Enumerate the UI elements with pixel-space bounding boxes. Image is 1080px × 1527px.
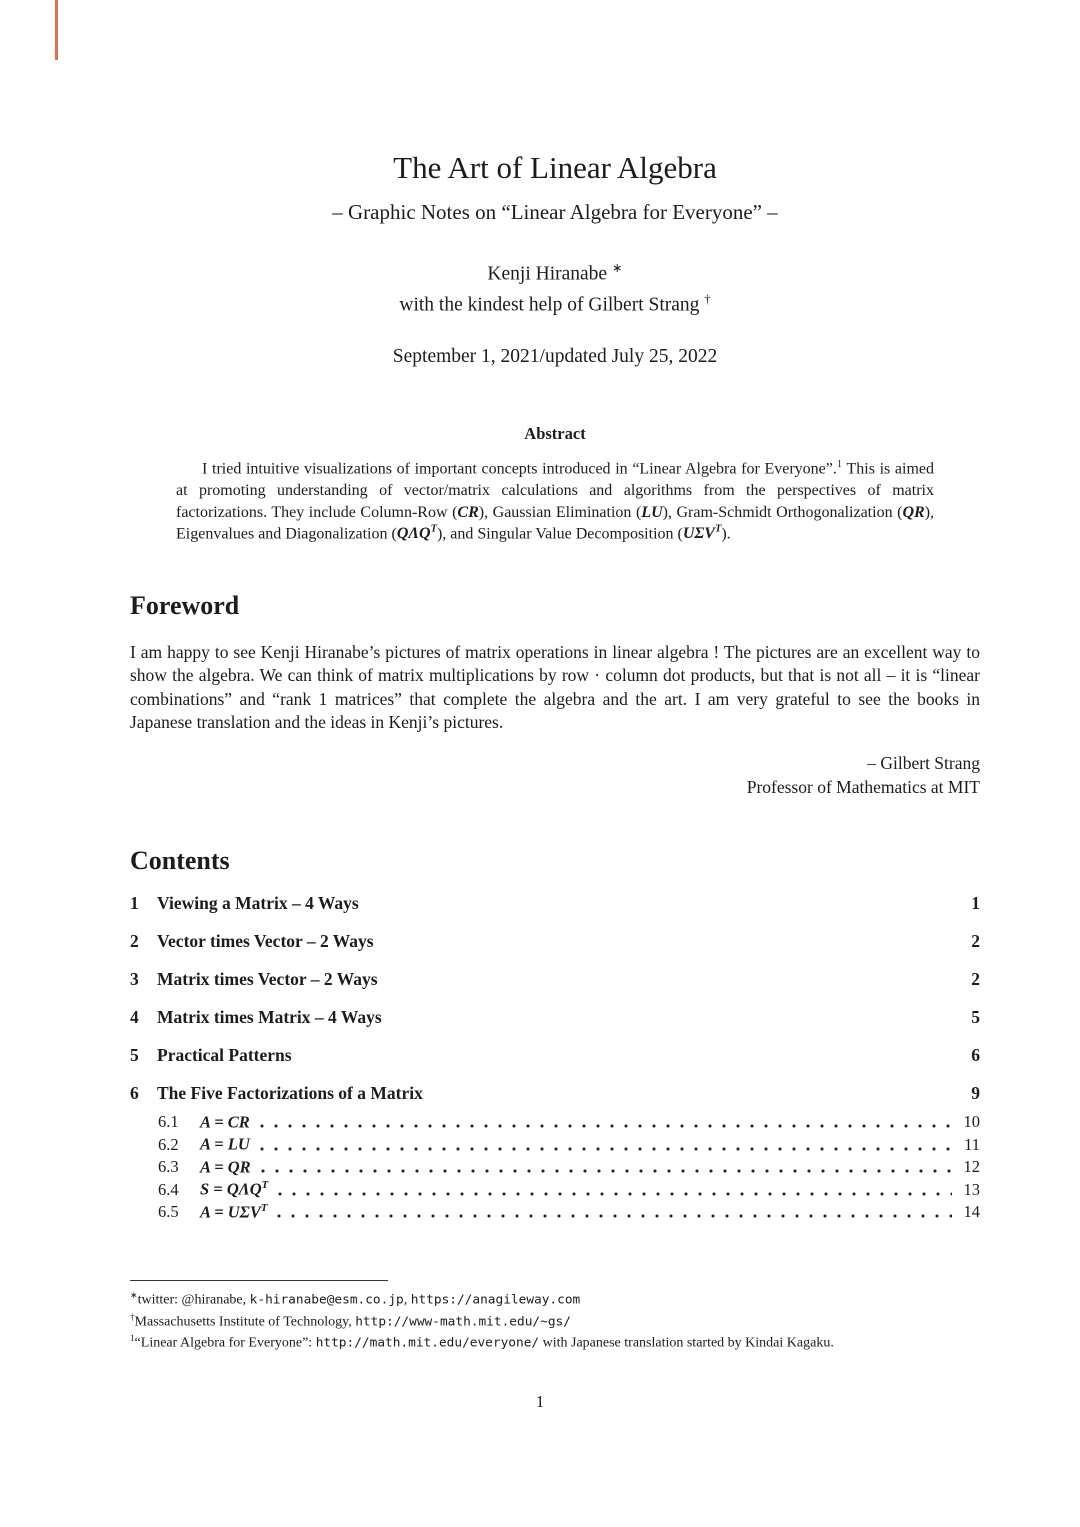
contents-heading: Contents bbox=[130, 845, 230, 875]
table-of-contents bbox=[130, 893, 980, 1223]
math-QR: QR bbox=[902, 503, 925, 521]
toc-subentry-page: 13 bbox=[963, 1179, 980, 1199]
toc-leader-dots bbox=[278, 1192, 951, 1196]
footnote-text: “Linear Algebra for Everyone”: bbox=[134, 1335, 316, 1351]
footnote-text: , bbox=[403, 1292, 411, 1308]
toc-entry-number: 1 bbox=[130, 892, 139, 913]
attribution-title: Professor of Mathematics at MIT bbox=[746, 777, 980, 798]
toc-entry-label: Matrix times Matrix – 4 Ways bbox=[157, 1006, 382, 1027]
toc-subentry-number: 6.2 bbox=[158, 1134, 179, 1154]
toc-entry bbox=[130, 893, 980, 914]
abstract-section bbox=[130, 424, 980, 544]
toc-subentry-label bbox=[200, 1157, 251, 1178]
abstract-segment: ), Gaussian Elimination ( bbox=[478, 503, 642, 521]
toc-entry-label: Practical Patterns bbox=[157, 1044, 292, 1065]
footnote-rule bbox=[130, 1280, 388, 1281]
footnote-marker: † bbox=[130, 1311, 135, 1322]
toc-subentry-label bbox=[200, 1179, 268, 1200]
abstract-segment: ), Eigenvalues and Diagonalization ( bbox=[176, 503, 935, 543]
help-footnote-mark: † bbox=[704, 291, 711, 306]
footnote-text: with Japanese translation started by Kindai Kagaku. bbox=[539, 1335, 834, 1351]
toc-subentry-number: 6.1 bbox=[158, 1112, 179, 1132]
toc-subentry-number: 6.3 bbox=[158, 1157, 179, 1177]
foreword-paragraph: I am happy to see Kenji Hiranabe’s pictures of matrix operations in linear algebra ! The pictures are an excellent way to show the algebra. We can think of matrix multiplications by row · column dot products, but that is not all – it is “linear combinations” and “rank 1 matrices” that complete the algebra and the art. I am very grateful to see the books in Japanese translation and the ideas in Kenji’s pictures. bbox=[130, 641, 980, 733]
toc-entry bbox=[130, 1007, 980, 1028]
toc-entry bbox=[130, 969, 980, 990]
toc-subentry bbox=[158, 1112, 980, 1133]
toc-leader-dots bbox=[260, 1147, 952, 1151]
author-block bbox=[130, 259, 980, 320]
author-line bbox=[130, 259, 980, 290]
toc-entry bbox=[130, 1083, 980, 1104]
help-line bbox=[130, 290, 980, 321]
toc-subentry-label bbox=[200, 1112, 250, 1133]
math-USV bbox=[683, 525, 722, 542]
toc-leader-dots bbox=[260, 1124, 952, 1128]
math-base: QΛQ bbox=[396, 525, 431, 543]
math-transpose: T bbox=[261, 1179, 269, 1192]
toc-entry-number: 4 bbox=[130, 1006, 139, 1027]
toc-entry-number: 5 bbox=[130, 1044, 139, 1065]
footnote-text: Massachusetts Institute of Technology, bbox=[134, 1314, 356, 1330]
footnote-url: http://www-math.mit.edu/~gs/ bbox=[355, 1314, 571, 1330]
toc-entry-number: 3 bbox=[130, 968, 139, 989]
math-base: UΣV bbox=[682, 525, 715, 543]
toc-entry-label: The Five Factorizations of a Matrix bbox=[157, 1082, 423, 1103]
math-CR: CR bbox=[457, 503, 479, 521]
toc-entry-page: 5 bbox=[971, 1006, 980, 1027]
abstract-heading: Abstract bbox=[524, 424, 586, 444]
math-base: A = UΣV bbox=[200, 1202, 261, 1222]
toc-entry-label: Viewing a Matrix – 4 Ways bbox=[157, 892, 359, 913]
toc-entry-page: 2 bbox=[971, 968, 980, 989]
footnote-url: https://anagileway.com bbox=[410, 1292, 581, 1308]
help-text: with the kindest help of Gilbert Strang bbox=[399, 294, 705, 316]
abstract-segment: This is aimed at promoting understanding of vector/matrix calculations and algorithms from the perspectives of matrix factorizations. They include Column-Row ( bbox=[176, 460, 935, 521]
footnote bbox=[130, 1311, 980, 1333]
attribution bbox=[130, 751, 980, 800]
abstract-segment: ), and Singular Value Decomposition ( bbox=[436, 525, 683, 543]
paper-title: The Art of Linear Algebra bbox=[393, 150, 717, 185]
footnote-text: twitter: @hiranabe, bbox=[137, 1292, 250, 1308]
math-transpose: T bbox=[430, 524, 437, 536]
footnote bbox=[130, 1289, 980, 1311]
author-name: Kenji Hiranabe bbox=[487, 263, 612, 285]
math-base: A = LU bbox=[200, 1134, 250, 1154]
toc-subentry-page: 10 bbox=[963, 1112, 980, 1132]
footnote-email: k-hiranabe@esm.co.jp bbox=[249, 1292, 404, 1308]
toc-subentry-label bbox=[200, 1134, 250, 1155]
footnote-url: http://math.mit.edu/everyone/ bbox=[315, 1335, 540, 1351]
toc-subentry bbox=[158, 1202, 980, 1223]
footnote-marker: ∗ bbox=[130, 1290, 138, 1300]
toc-entry-number: 2 bbox=[130, 930, 139, 951]
toc-subentry-page: 12 bbox=[963, 1157, 980, 1177]
footnote-marker: 1 bbox=[130, 1333, 135, 1344]
math-QLQ bbox=[397, 525, 437, 542]
math-transpose: T bbox=[260, 1201, 268, 1214]
left-edge-mark bbox=[55, 0, 58, 60]
math-LU: LU bbox=[641, 503, 663, 521]
toc-entry-label: Matrix times Vector – 2 Ways bbox=[157, 968, 378, 989]
toc-subentry-number: 6.5 bbox=[158, 1202, 179, 1222]
abstract-segment: I tried intuitive visualizations of important concepts introduced in “Linear Algebra for Everyone”. bbox=[202, 460, 837, 478]
toc-subentry bbox=[158, 1134, 980, 1155]
toc-entry-page: 9 bbox=[971, 1082, 980, 1103]
date-line: September 1, 2021/updated July 25, 2022 bbox=[392, 346, 718, 368]
abstract-footnote-ref: 1 bbox=[836, 459, 843, 471]
toc-leader-dots bbox=[277, 1214, 951, 1218]
paper-subtitle: – Graphic Notes on “Linear Algebra for Everyone” – bbox=[332, 200, 778, 224]
toc-subentry-page: 14 bbox=[963, 1202, 980, 1222]
toc-entry-page: 2 bbox=[971, 930, 980, 951]
toc-entry bbox=[130, 931, 980, 952]
toc-entry bbox=[130, 1045, 980, 1066]
toc-leader-dots bbox=[261, 1169, 952, 1173]
footnote-block bbox=[130, 1280, 980, 1354]
toc-subentry bbox=[158, 1157, 980, 1178]
toc-subentry-label bbox=[200, 1202, 267, 1223]
math-transpose: T bbox=[714, 524, 722, 536]
page-number: 1 bbox=[535, 1392, 545, 1411]
abstract-segment: ). bbox=[721, 525, 731, 543]
math-base: A = CR bbox=[200, 1112, 250, 1132]
toc-subentry bbox=[158, 1179, 980, 1200]
footnote bbox=[130, 1332, 980, 1354]
author-footnote-mark: ∗ bbox=[611, 261, 623, 275]
toc-entry-label: Vector times Vector – 2 Ways bbox=[157, 930, 374, 951]
toc-subentry-page: 11 bbox=[964, 1134, 980, 1154]
toc-entry-page: 1 bbox=[971, 892, 980, 913]
math-base: S = QΛQ bbox=[200, 1179, 262, 1199]
abstract-segment: ), Gram-Schmidt Orthogonalization ( bbox=[662, 503, 903, 521]
toc-entry-page: 6 bbox=[971, 1044, 980, 1065]
toc-subentry-number: 6.4 bbox=[158, 1179, 179, 1199]
math-base: A = QR bbox=[200, 1157, 251, 1177]
toc-entry-number: 6 bbox=[130, 1082, 139, 1103]
abstract-text bbox=[176, 458, 934, 544]
attribution-name: – Gilbert Strang bbox=[867, 752, 980, 773]
title-block bbox=[130, 0, 980, 368]
foreword-heading: Foreword bbox=[130, 590, 240, 620]
